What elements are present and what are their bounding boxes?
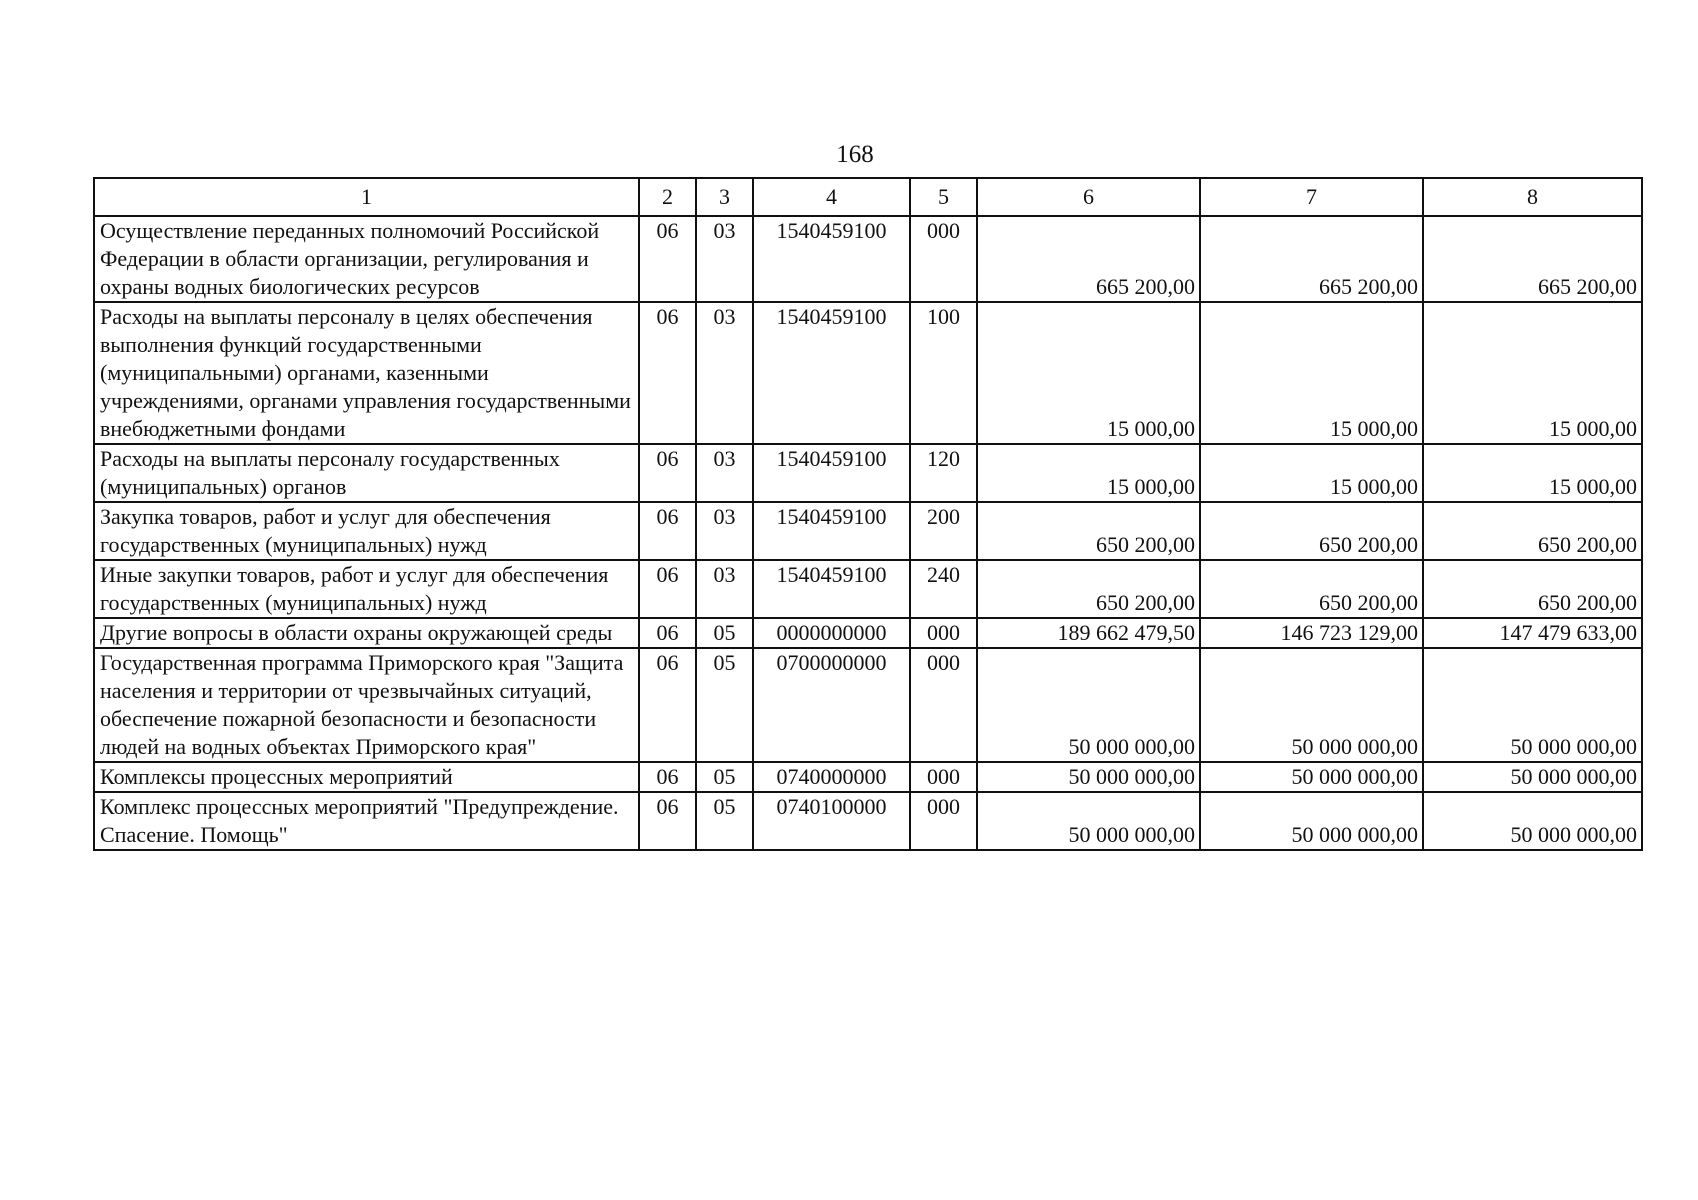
column-header: 2	[639, 178, 696, 216]
amount-cell: 50 000 000,00	[977, 648, 1200, 762]
section-code-cell: 06	[639, 618, 696, 648]
table-row	[94, 302, 1642, 444]
expense-type-cell: 120	[910, 444, 977, 502]
subsection-code-cell: 03	[696, 560, 753, 618]
amount-cell: 50 000 000,00	[1200, 762, 1423, 792]
section-code-cell: 06	[639, 762, 696, 792]
header-row	[94, 178, 1642, 216]
column-header: 1	[94, 178, 639, 216]
expense-type-cell: 000	[910, 216, 977, 302]
expense-type-cell: 200	[910, 502, 977, 560]
expense-name-cell: Комплекс процессных мероприятий "Предупреждение. Спасение. Помощь"	[94, 792, 639, 850]
table-row	[94, 502, 1642, 560]
amount-cell: 650 200,00	[1200, 560, 1423, 618]
amount-cell: 650 200,00	[1423, 560, 1642, 618]
subsection-code-cell: 03	[696, 216, 753, 302]
table-row	[94, 444, 1642, 502]
amount-cell: 650 200,00	[977, 502, 1200, 560]
section-code-cell: 06	[639, 792, 696, 850]
column-header: 3	[696, 178, 753, 216]
expense-type-cell: 000	[910, 618, 977, 648]
amount-cell: 15 000,00	[1423, 444, 1642, 502]
amount-cell: 50 000 000,00	[977, 792, 1200, 850]
amount-cell: 50 000 000,00	[977, 762, 1200, 792]
section-code-cell: 06	[639, 560, 696, 618]
section-code-cell: 06	[639, 648, 696, 762]
column-header: 6	[977, 178, 1200, 216]
column-header: 4	[753, 178, 910, 216]
subsection-code-cell: 03	[696, 502, 753, 560]
amount-cell: 665 200,00	[1423, 216, 1642, 302]
column-header: 5	[910, 178, 977, 216]
table-row	[94, 560, 1642, 618]
expense-type-cell: 000	[910, 648, 977, 762]
amount-cell: 50 000 000,00	[1200, 648, 1423, 762]
subsection-code-cell: 05	[696, 792, 753, 850]
target-article-cell: 1540459100	[753, 502, 910, 560]
target-article-cell: 0700000000	[753, 648, 910, 762]
amount-cell: 15 000,00	[1423, 302, 1642, 444]
section-code-cell: 06	[639, 444, 696, 502]
amount-cell: 15 000,00	[1200, 302, 1423, 444]
subsection-code-cell: 03	[696, 302, 753, 444]
expense-type-cell: 240	[910, 560, 977, 618]
column-header: 7	[1200, 178, 1423, 216]
amount-cell: 147 479 633,00	[1423, 618, 1642, 648]
amount-cell: 650 200,00	[977, 560, 1200, 618]
target-article-cell: 1540459100	[753, 216, 910, 302]
budget-table	[93, 177, 1643, 851]
subsection-code-cell: 03	[696, 444, 753, 502]
expense-name-cell: Расходы на выплаты персоналу государственных (муниципальных) органов	[94, 444, 639, 502]
expense-name-cell: Государственная программа Приморского края "Защита населения и территории от чрезвычайных ситуаций, обеспечение пожарной безопасности и безопасности людей на водных объектах Приморского края"	[94, 648, 639, 762]
amount-cell: 15 000,00	[977, 444, 1200, 502]
section-code-cell: 06	[639, 502, 696, 560]
table-row	[94, 216, 1642, 302]
subsection-code-cell: 05	[696, 648, 753, 762]
amount-cell: 665 200,00	[1200, 216, 1423, 302]
target-article-cell: 0740100000	[753, 792, 910, 850]
table-row	[94, 648, 1642, 762]
section-code-cell: 06	[639, 302, 696, 444]
amount-cell: 50 000 000,00	[1423, 792, 1642, 850]
amount-cell: 50 000 000,00	[1200, 792, 1423, 850]
page-number: 168	[836, 141, 874, 168]
target-article-cell: 0740000000	[753, 762, 910, 792]
expense-name-cell: Осуществление переданных полномочий Российской Федерации в области организации, регулирования и охраны водных биологических ресурсов	[94, 216, 639, 302]
amount-cell: 50 000 000,00	[1423, 648, 1642, 762]
expense-name-cell: Иные закупки товаров, работ и услуг для обеспечения государственных (муниципальных) нужд	[94, 560, 639, 618]
amount-cell: 665 200,00	[977, 216, 1200, 302]
expense-name-cell: Другие вопросы в области охраны окружающей среды	[94, 618, 639, 648]
amount-cell: 189 662 479,50	[977, 618, 1200, 648]
table-row	[94, 792, 1642, 850]
target-article-cell: 1540459100	[753, 302, 910, 444]
target-article-cell: 1540459100	[753, 444, 910, 502]
section-code-cell: 06	[639, 216, 696, 302]
target-article-cell: 1540459100	[753, 560, 910, 618]
expense-name-cell: Расходы на выплаты персоналу в целях обеспечения выполнения функций государственными (муниципальными) органами, казенными учреждениями, органами управления государственными внебюджетными фондами	[94, 302, 639, 444]
expense-name-cell: Закупка товаров, работ и услуг для обеспечения государственных (муниципальных) нужд	[94, 502, 639, 560]
expense-type-cell: 100	[910, 302, 977, 444]
amount-cell: 650 200,00	[1423, 502, 1642, 560]
table-row	[94, 762, 1642, 792]
subsection-code-cell: 05	[696, 762, 753, 792]
target-article-cell: 0000000000	[753, 618, 910, 648]
table-row	[94, 618, 1642, 648]
amount-cell: 650 200,00	[1200, 502, 1423, 560]
column-header: 8	[1423, 178, 1642, 216]
subsection-code-cell: 05	[696, 618, 753, 648]
amount-cell: 15 000,00	[977, 302, 1200, 444]
expense-type-cell: 000	[910, 762, 977, 792]
expense-type-cell: 000	[910, 792, 977, 850]
amount-cell: 15 000,00	[1200, 444, 1423, 502]
expense-name-cell: Комплексы процессных мероприятий	[94, 762, 639, 792]
amount-cell: 50 000 000,00	[1423, 762, 1642, 792]
amount-cell: 146 723 129,00	[1200, 618, 1423, 648]
